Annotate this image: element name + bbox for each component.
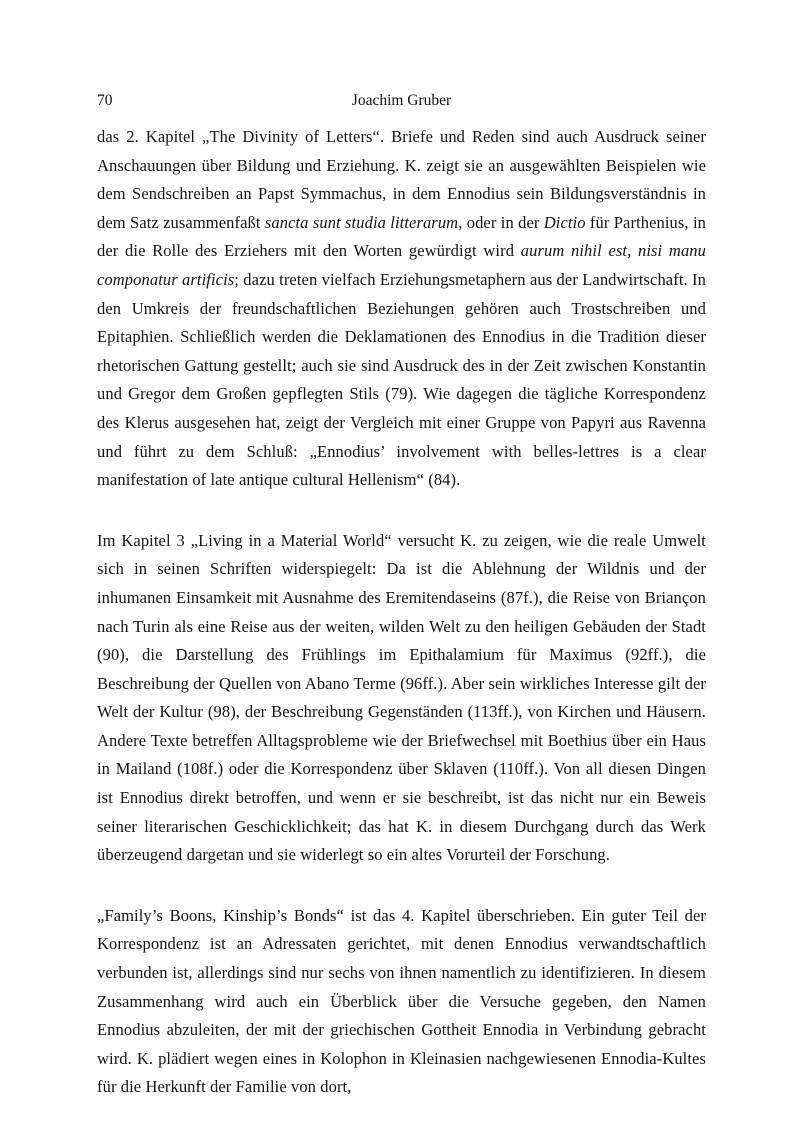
body-paragraph-1: das 2. Kapitel „The Divinity of Letters“. Briefe und Reden sind auch Ausdruck seiner Anschauungen über Bildung und Erziehung. K. zeigt sie an ausgewählten Beispielen wie dem Sendschreiben an Papst Symmachus, in dem Ennodius sein Bildungsverständnis in dem Satz zusammenfaßt sancta sunt studia litterarum, oder in der Dictio für Parthenius, in der die Rolle des Erziehers mit den Worten gewürdigt wird aurum nihil est, nisi manu componatur artificis; dazu treten vielfach Erziehungsmetaphern aus der Landwirtschaft. In den Umkreis der freundschaftlichen Beziehungen gehören auch Trostschreiben und Epitaphien. Schließlich werden die Deklamationen des Ennodius in die Tradition dieser rhetorischen Gattung gestellt; auch sie sind Ausdruck des in der Zeit zwischen Konstantin und Gregor dem Großen gepflegten Stils (79). Wie dagegen die tägliche Korrespondenz des Klerus ausgesehen hat, zeigt der Vergleich mit einer Gruppe von Papyri aus Ravenna und führt zu dem Schluß: „Ennodius’ involvement with belles-lettres is a clear manifestation of late antique cultural Hellenism“ (84).: [97, 127, 706, 490]
running-head-author: Joachim Gruber: [351, 92, 452, 109]
page-number: 70: [97, 92, 113, 109]
body-paragraph-3: „Family’s Boons, Kinship’s Bonds“ ist das 4. Kapitel überschrieben. Ein guter Teil der Korrespondenz ist an Adressaten gerichtet, mit denen Ennodius verwandtschaftlich verbunden ist, allerdings sind nur sechs von ihnen namentlich zu identifizieren. In diesem Zusammenhang wird auch ein Überblick über die Versuche gegeben, den Namen Ennodius abzuleiten, der mit der griechischen Gottheit Ennodia in Verbindung gebracht wird. K. plädiert wegen eines in Kolophon in Kleinasien nachgewiesenen Ennodia-Kultes für die Herkunft der Familie von dort,: [97, 905, 706, 1097]
body-paragraph-2: Im Kapitel 3 „Living in a Material World“ versucht K. zu zeigen, wie die reale Umwelt sich in seinen Schriften widerspiegelt: Da ist die Ablehnung der Wildnis und der inhumanen Einsamkeit mit Ausnahme des Eremitendaseins (87f.), die Reise von Briançon nach Turin als eine Reise aus der weiten, wilden Welt zu den heiligen Gebäuden der Stadt (90), die Darstellung des Frühlings im Epithalamium für Maximus (92ff.), die Beschreibung der Quellen von Abano Terme (96ff.). Aber sein wirkliches Interesse gilt der Welt der Kultur (98), der Beschreibung Gegenständen (113ff.), von Kirchen und Häusern. Andere Texte betreffen Alltagsprobleme wie der Briefwechsel mit Boethius über ein Haus in Mailand (108f.) oder die Korrespondenz über Sklaven (110ff.). Von all diesen Dingen ist Ennodius direkt betroffen, und wenn er sie beschreibt, ist das nicht nur ein Beweis seiner literarischen Geschicklichkeit; das hat K. in diesem Durchgang durch das Werk überzeugend dargetan und sie widerlegt so ein altes Vorurteil der Forschung.: [97, 530, 706, 865]
page-header: [97, 90, 706, 112]
page-body: [97, 123, 706, 1102]
